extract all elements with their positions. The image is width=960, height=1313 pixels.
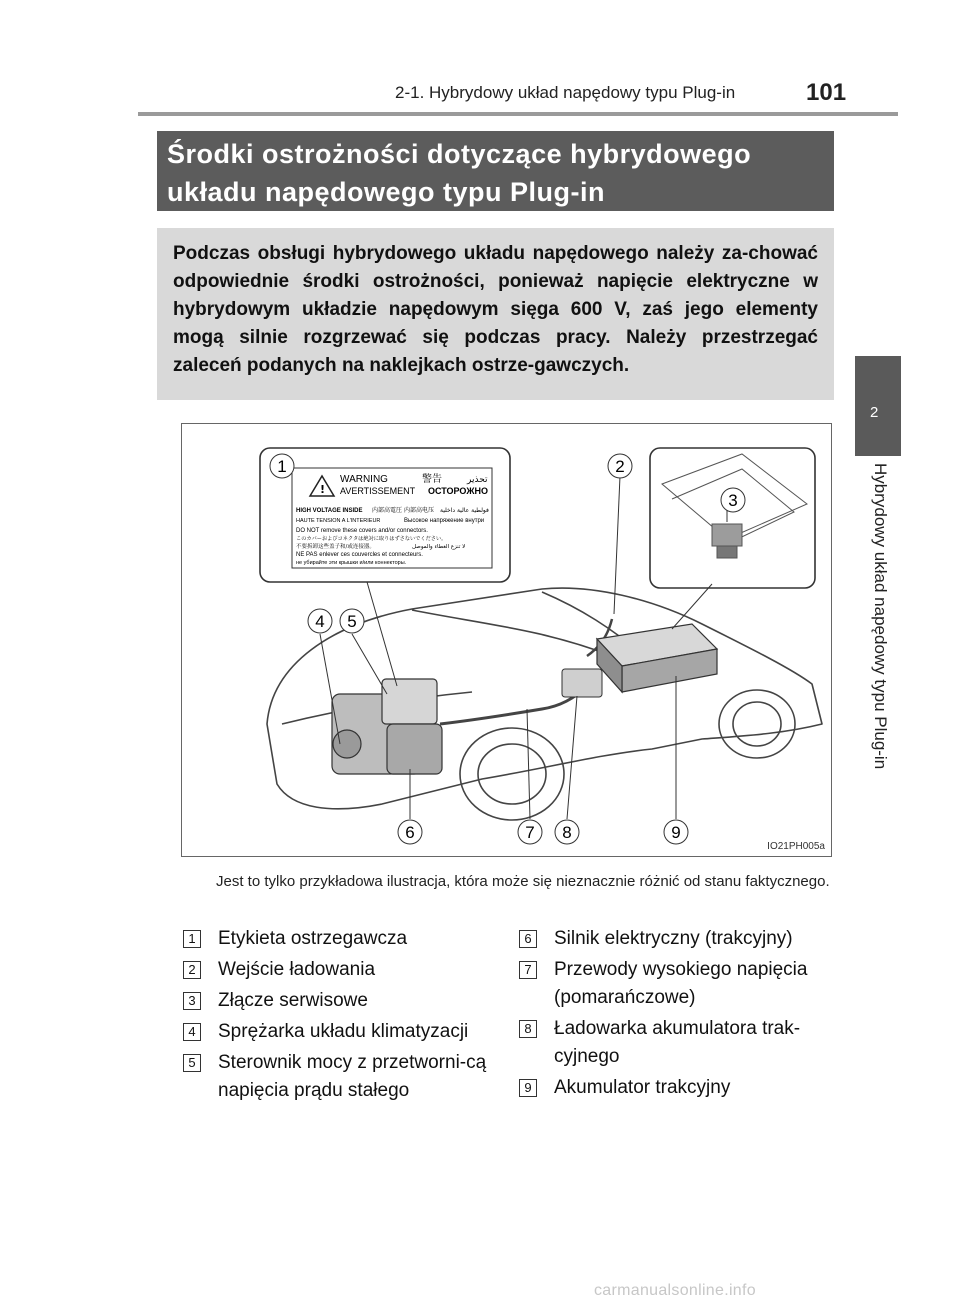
legend-text: Ładowarka akumulatora trak-cyjnego bbox=[554, 1018, 801, 1067]
legend-number: 6 bbox=[519, 930, 537, 948]
svg-text:8: 8 bbox=[562, 823, 572, 842]
legend-right bbox=[519, 925, 839, 1105]
electric-motor bbox=[387, 724, 442, 774]
figure-caption: Jest to tylko przykładowa ilustracja, która może się nieznacznie różnić od stanu faktycznego. bbox=[216, 873, 830, 890]
label-dn-fr: NE PAS enlever ces couvercles et connecteurs. bbox=[296, 552, 423, 558]
header-rule bbox=[138, 112, 898, 116]
car-roof-line bbox=[412, 610, 612, 656]
legend-text: Akumulator trakcyjny bbox=[554, 1077, 731, 1098]
legend-number: 8 bbox=[519, 1020, 537, 1038]
callout-6 bbox=[398, 820, 422, 844]
svg-text:9: 9 bbox=[671, 823, 681, 842]
legend-item bbox=[183, 1049, 503, 1105]
callout-4 bbox=[308, 609, 332, 633]
label-warning-fr: AVERTISSEMENT bbox=[340, 486, 416, 496]
section-title bbox=[157, 131, 834, 211]
label-warning-ru: ОСТОРОЖНО bbox=[428, 486, 488, 496]
legend-number: 7 bbox=[519, 961, 537, 979]
legend-text: Przewody wysokiego napięcia (pomarańczowe) bbox=[554, 959, 808, 1008]
inset-service-plug bbox=[650, 448, 815, 588]
header-section-title: 2-1. Hybrydowy układ napędowy typu Plug-in bbox=[395, 83, 736, 102]
legend-item bbox=[519, 1015, 839, 1071]
legend-item bbox=[183, 925, 503, 953]
legend-number: 3 bbox=[183, 992, 201, 1010]
legend-number: 5 bbox=[183, 1054, 201, 1072]
svg-text:4: 4 bbox=[315, 612, 325, 631]
figure bbox=[181, 423, 832, 857]
section-title-line1: Środki ostrożności dotyczące hybrydowego bbox=[167, 139, 752, 169]
legend-number: 9 bbox=[519, 1079, 537, 1097]
label-hv-en: HIGH VOLTAGE INSIDE bbox=[296, 508, 363, 514]
rear-wheel-rim bbox=[733, 702, 781, 746]
ac-compressor bbox=[333, 730, 361, 758]
footer-watermark: carmanualsonline.info bbox=[594, 1282, 756, 1299]
legend-text: Sterownik mocy z przetworni-cą napięcia prądu stałego bbox=[218, 1052, 487, 1101]
warning-sticker bbox=[292, 468, 492, 568]
section-title-line2: układu napędowego typu Plug-in bbox=[167, 177, 605, 207]
intro-box: Podczas obsługi hybrydowego układu napędowego należy za-chować odpowiednie środki ostrożności, ponieważ napięcie elektryczne w hybrydowym układzie napędowym sięga 600 V, zaś jego elementy mogą silnie rozgrzewać się podczas pracy. Należy przestrzegać zaleceń podanych na naklejkach ostrze-gawczych. bbox=[157, 228, 834, 400]
legend-item bbox=[183, 987, 503, 1015]
label-dn-jp: このカバーおよびコネクタは絶対に取りはずさないでください。 bbox=[296, 536, 447, 542]
legend-item bbox=[519, 956, 839, 1012]
label-hv-zh: 内部高电压 bbox=[404, 507, 435, 514]
figure-code: IO21PH005a bbox=[767, 841, 825, 852]
callout-8 bbox=[555, 820, 579, 844]
label-dn-en: DO NOT remove these covers and/or connectors. bbox=[296, 528, 428, 534]
legend-item bbox=[519, 1074, 839, 1102]
legend-number: 2 bbox=[183, 961, 201, 979]
legend-text: Silnik elektryczny (trakcyjny) bbox=[554, 928, 793, 949]
label-hv-jp: 内部高電圧 bbox=[372, 507, 403, 514]
legend-text: Wejście ładowania bbox=[218, 959, 376, 980]
callout-1 bbox=[270, 454, 294, 478]
side-tab-chapter-number: 2 bbox=[870, 404, 879, 421]
callout-9 bbox=[664, 820, 688, 844]
side-tab-chapter-title-text: Hybrydowy układ napędowy typu Plug-in bbox=[871, 463, 890, 770]
wheels bbox=[460, 690, 795, 820]
svg-text:6: 6 bbox=[405, 823, 415, 842]
label-dn-zh: 不要拆卸这些盖子和/或连接器。 bbox=[296, 544, 375, 550]
callout-3 bbox=[721, 488, 745, 512]
legend-item bbox=[183, 1018, 503, 1046]
svg-text:3: 3 bbox=[728, 491, 738, 510]
legend-item bbox=[519, 925, 839, 953]
page-number: 101 bbox=[806, 79, 847, 106]
svg-text:7: 7 bbox=[525, 823, 535, 842]
traction-battery bbox=[597, 624, 717, 692]
figure-illustration bbox=[182, 424, 830, 855]
legend-text: Etykieta ostrzegawcza bbox=[218, 928, 408, 949]
svg-text:!: ! bbox=[320, 483, 326, 496]
label-dn-ar: لا تنزع الغطاء والموصل bbox=[412, 544, 466, 550]
battery-charger bbox=[562, 669, 602, 697]
side-tab-chapter-title bbox=[866, 463, 894, 783]
label-warning-ar: تحذير bbox=[467, 475, 488, 485]
label-hv-ru: Высокое напряжение внутри bbox=[404, 518, 485, 524]
label-warning-jp: 警告 bbox=[422, 474, 442, 485]
label-dn-ru: не убирайте эти крышки и/или коннекторы. bbox=[296, 560, 407, 566]
inverter-unit bbox=[382, 679, 437, 724]
rear-wheel bbox=[719, 690, 795, 758]
legend-text: Sprężarka układu klimatyzacji bbox=[218, 1021, 469, 1042]
legend-item bbox=[183, 956, 503, 984]
legend-text: Złącze serwisowe bbox=[218, 990, 368, 1011]
label-hv-ar: فولطية عالية داخلية bbox=[440, 507, 489, 514]
label-hv-fr: HAUTE TENSION A L'INTERIEUR bbox=[296, 518, 381, 524]
svg-text:1: 1 bbox=[277, 457, 287, 476]
callout-2 bbox=[608, 454, 632, 478]
legend-number: 1 bbox=[183, 930, 201, 948]
callout-5 bbox=[340, 609, 364, 633]
legend-number: 4 bbox=[183, 1023, 201, 1041]
callout-7 bbox=[518, 820, 542, 844]
label-warning-en: WARNING bbox=[340, 474, 388, 485]
svg-text:5: 5 bbox=[347, 612, 357, 631]
svg-text:2: 2 bbox=[615, 457, 625, 476]
legend-left bbox=[183, 925, 503, 1108]
